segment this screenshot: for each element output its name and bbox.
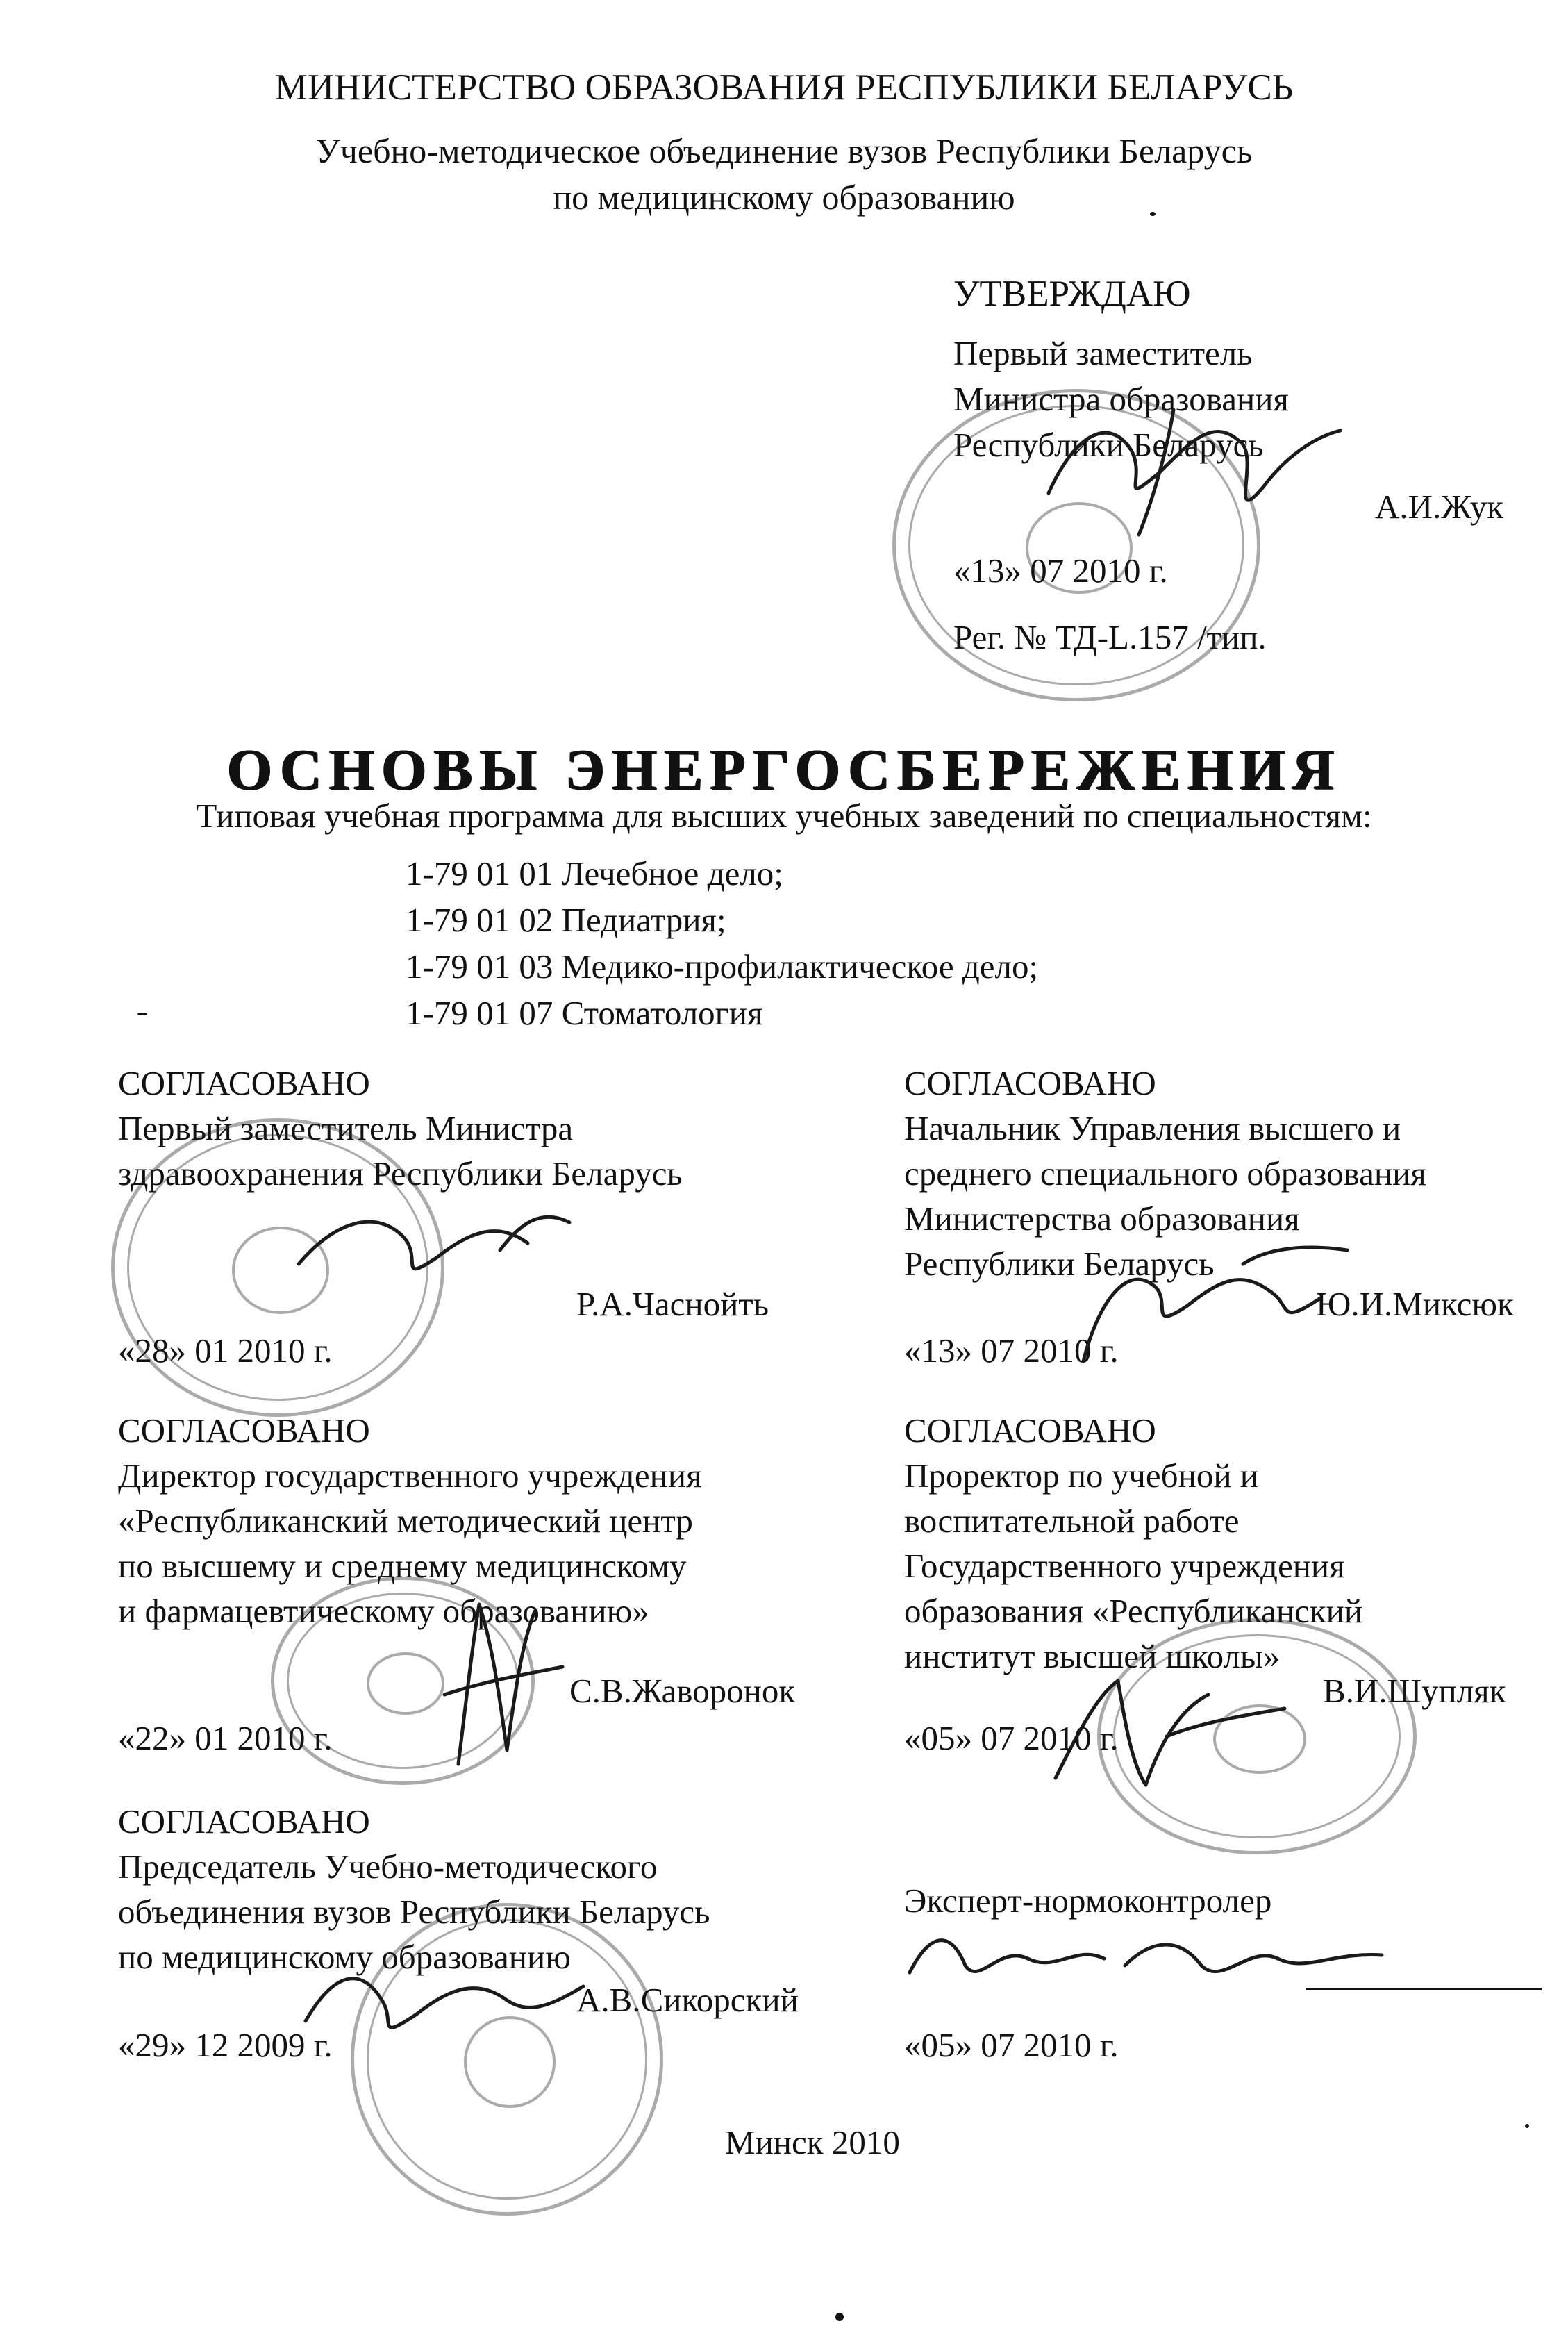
agreement-position-line3: по высшему и среднему медицинскому <box>118 1547 687 1585</box>
approval-position-line1: Первый заместитель <box>953 334 1253 372</box>
agreement-heading: СОГЛАСОВАНО <box>904 1411 1156 1449</box>
approval-registration: Рег. № ТД-L.157 /тип. <box>953 618 1267 656</box>
specialty-item: 1-79 01 03 Медико-профилактическое дело; <box>406 947 1039 986</box>
speck-mark <box>1150 212 1156 216</box>
agreement-date: «05» 07 2010 г. <box>904 1719 1119 1757</box>
approval-signature <box>1035 389 1354 542</box>
agreement-signatory: Ю.И.Миксюк <box>1316 1285 1514 1323</box>
agreement-heading: СОГЛАСОВАНО <box>904 1064 1156 1102</box>
city-year: Минск 2010 <box>725 2123 900 2161</box>
association-name-line2: по медицинскому образованию <box>553 178 1015 217</box>
speck-mark <box>835 2313 844 2321</box>
agreement-signatory: С.В.Жаворонок <box>569 1672 796 1710</box>
agreement-date: «29» 12 2009 г. <box>118 2026 333 2064</box>
approval-date: «13» 07 2010 г. <box>953 551 1168 590</box>
agreement-position-line5: институт высшей школы» <box>904 1637 1281 1675</box>
specialty-item: 1-79 01 07 Стоматология <box>406 994 763 1032</box>
agreement-position-line1: Председатель Учебно-методического <box>118 1847 658 1886</box>
agreement-date: «22» 01 2010 г. <box>118 1719 333 1757</box>
health-ministry-signature <box>292 1181 583 1320</box>
agreement-position-line3: Государственного учреждения <box>904 1547 1345 1585</box>
agreement-position-line4: Республики Беларусь <box>904 1245 1215 1283</box>
methodological-center-signature <box>431 1590 569 1771</box>
agreement-heading: СОГЛАСОВАНО <box>118 1064 370 1102</box>
agreement-position-line2: «Республиканский методический центр <box>118 1502 693 1540</box>
agreement-heading: СОГЛАСОВАНО <box>118 1802 370 1840</box>
agreement-position-line2: здравоохранения Республики Беларусь <box>118 1154 683 1193</box>
speck-mark <box>1525 2124 1529 2128</box>
agreement-signatory: В.И.Шупляк <box>1323 1672 1506 1710</box>
agreement-position-line1: Начальник Управления высшего и <box>904 1109 1401 1147</box>
expert-signature <box>903 1917 1389 1993</box>
higher-school-institute-signature <box>1042 1653 1292 1792</box>
program-subtitle: Типовая учебная программа для высших учебных заведений по специальностям: <box>196 797 1372 835</box>
agreement-heading: СОГЛАСОВАНО <box>118 1411 370 1449</box>
approval-position-line2: Министра образования <box>953 380 1289 418</box>
approval-signatory: А.И.Жук <box>1375 488 1504 526</box>
agreement-position-line4: и фармацевтическому образованию» <box>118 1592 649 1630</box>
agreement-position-line1: Первый заместитель Министра <box>118 1109 574 1147</box>
expert-title: Эксперт-нормоконтролер <box>904 1881 1272 1920</box>
higher-ed-signature <box>1069 1222 1361 1375</box>
ministry-name: МИНИСТЕРСТВО ОБРАЗОВАНИЯ РЕСПУБЛИКИ БЕЛАРУСЬ <box>274 67 1294 108</box>
approval-position-line3: Республики Беларусь <box>953 426 1264 464</box>
expert-date: «05» 07 2010 г. <box>904 2026 1119 2064</box>
program-title: ОСНОВЫ ЭНЕРГОСБЕРЕЖЕНИЯ <box>226 738 1342 802</box>
agreement-position-line2: воспитательной работе <box>904 1502 1240 1540</box>
specialty-item: 1-79 01 02 Педиатрия; <box>406 901 726 939</box>
agreement-date: «13» 07 2010 г. <box>904 1331 1119 1370</box>
agreement-position-line2: объединения вузов Республики Беларусь <box>118 1893 710 1931</box>
approval-heading: УТВЕРЖДАЮ <box>953 274 1191 314</box>
agreement-position-line4: образования «Республиканский <box>904 1592 1363 1630</box>
association-name-line1: Учебно-методическое объединение вузов Республики Беларусь <box>315 131 1253 170</box>
agreement-position-line3: по медицинскому образованию <box>118 1938 571 1976</box>
agreement-signatory: Р.А.Часнойть <box>576 1285 769 1323</box>
agreement-signatory: А.В.Сикорский <box>576 1981 799 2019</box>
agreement-position-line3: Министерства образования <box>904 1199 1300 1238</box>
umo-chairman-signature <box>299 1945 590 2049</box>
agreement-date: «28» 01 2010 г. <box>118 1331 333 1370</box>
speck-mark <box>137 1013 147 1015</box>
agreement-position-line1: Проректор по учебной и <box>904 1456 1259 1495</box>
agreement-position-line1: Директор государственного учреждения <box>118 1456 702 1495</box>
specialty-item: 1-79 01 01 Лечебное дело; <box>406 854 783 892</box>
agreement-position-line2: среднего специального образования <box>904 1154 1426 1193</box>
